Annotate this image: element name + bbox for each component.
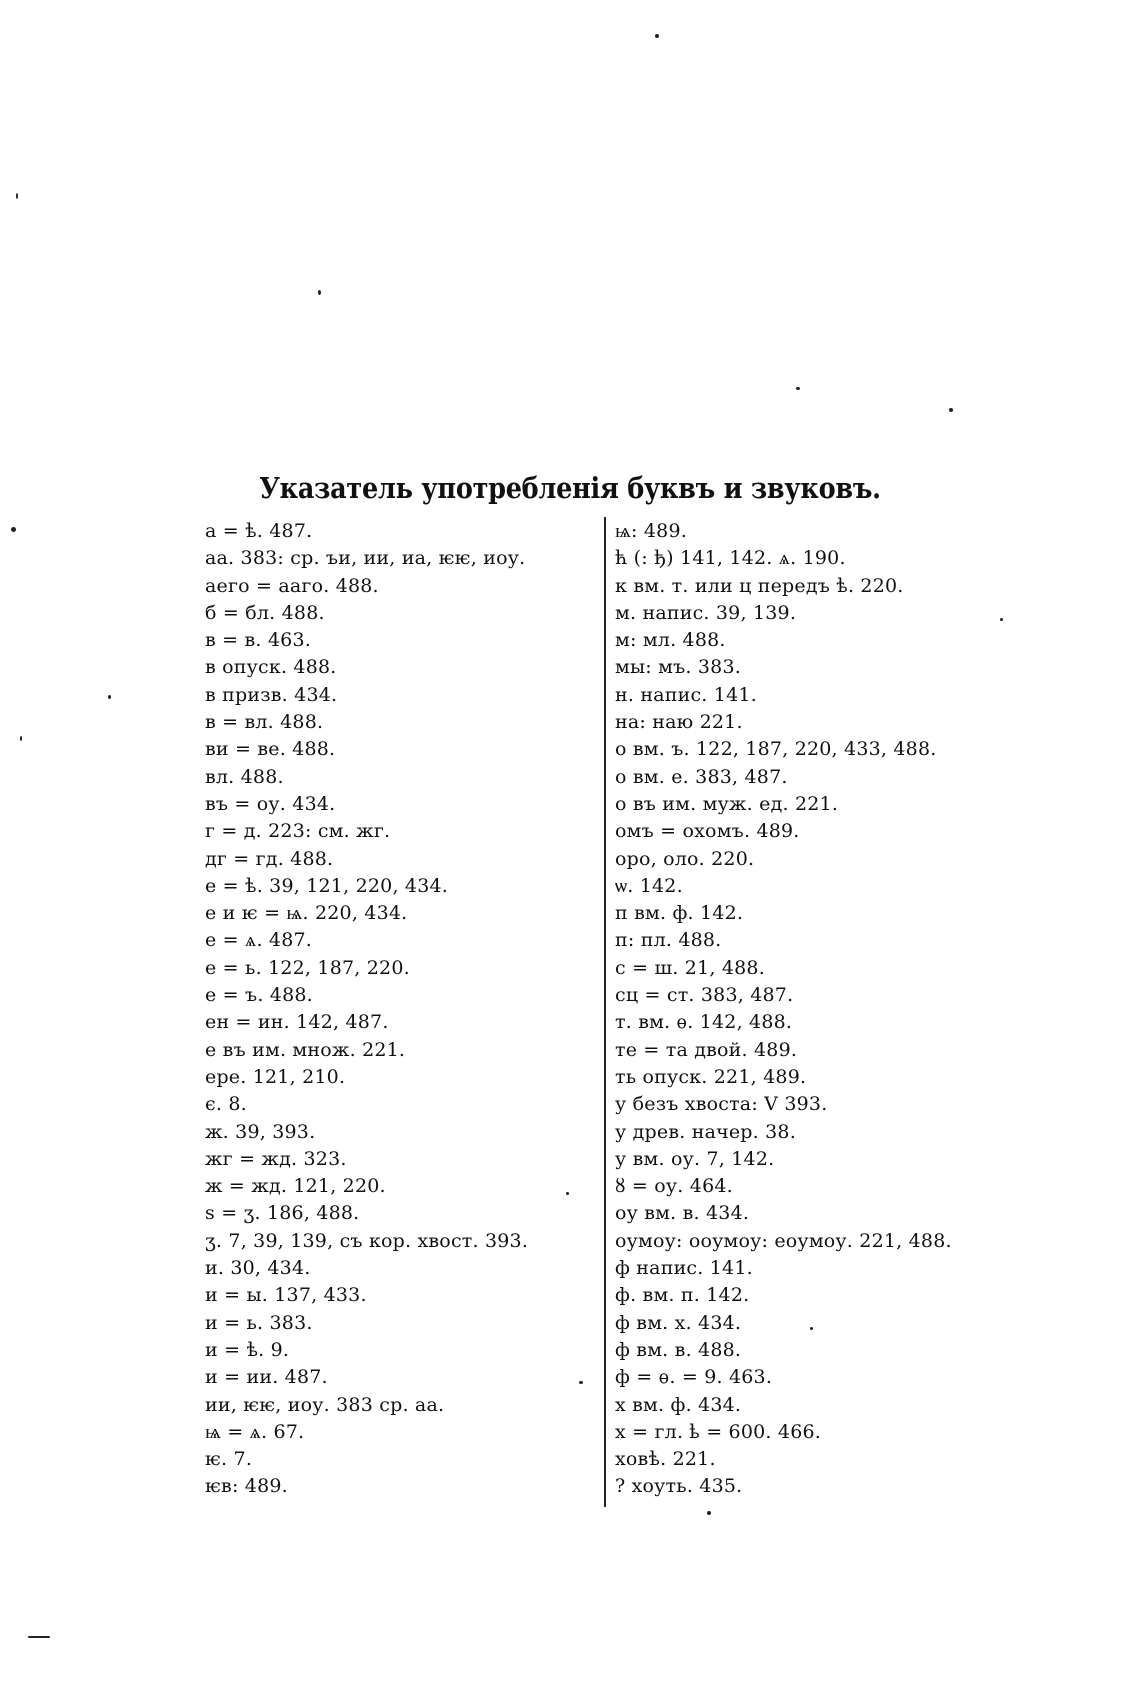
index-entry: аего = ааго. 488. [205, 574, 379, 597]
index-entry: ф вм. в. 488. [615, 1338, 742, 1361]
scan-speck [16, 193, 18, 199]
index-entry: и. 30, 434. [205, 1257, 311, 1280]
index-entry: ӡ. 7, 39, 139, съ кор. хвост. 393. [205, 1229, 529, 1252]
index-entry: ? хоуть. 435. [615, 1475, 743, 1498]
index-entry: у древ. начер. 38. [615, 1120, 796, 1143]
index-entry: е = ь. 122, 187, 220. [205, 956, 410, 979]
index-entry: к вм. т. или ц передъ ѣ. 220. [615, 574, 904, 597]
scan-speck [20, 736, 22, 741]
index-entry: е = ѣ. 39, 121, 220, 434. [205, 874, 449, 897]
index-entry: в = в. 463. [205, 629, 311, 652]
index-entry: о въ им. муж. ед. 221. [615, 792, 839, 815]
index-entry: є. 8. [205, 1093, 247, 1116]
index-entry: ж. 39, 393. [205, 1120, 316, 1143]
index-entry: ѕ = ӡ. 186, 488. [205, 1202, 360, 1225]
index-entry: с = ш. 21, 488. [615, 956, 765, 979]
index-entry: те = та двой. 489. [615, 1038, 798, 1061]
index-entry: ф напис. 141. [615, 1257, 753, 1280]
index-entry: ѩ: 489. [615, 520, 687, 542]
index-entry: х вм. ф. 434. [615, 1393, 742, 1416]
index-entry: жг = жд. 323. [205, 1147, 347, 1170]
index-entry: и = ь. 383. [205, 1311, 313, 1334]
index-entry: у вм. оу. 7, 142. [615, 1147, 775, 1170]
index-entry: м. напис. 39, 139. [615, 601, 797, 624]
index-entry: о вм. е. 383, 487. [615, 765, 788, 788]
index-entry: ѥ. 7. [205, 1448, 253, 1471]
scan-speck [108, 695, 111, 699]
index-entry: е въ им. множ. 221. [205, 1038, 406, 1061]
index-entry: ћ (: ђ) 141, 142. ѧ. 190. [615, 547, 846, 570]
scan-speck [949, 408, 953, 412]
scan-speck [655, 34, 659, 38]
index-entry: н. напис. 141. [615, 683, 757, 706]
right-column [615, 518, 1045, 1501]
index-entry: п вм. ф. 142. [615, 902, 744, 925]
index-entry: и = ии. 487. [205, 1366, 328, 1389]
left-column [205, 518, 605, 1501]
index-entry: в призв. 434. [205, 683, 338, 706]
index-entry: дг = гд. 488. [205, 847, 334, 870]
index-entry: оу вм. в. 434. [615, 1202, 750, 1225]
index-entry: г = д. 223: см. жг. [205, 820, 391, 843]
index-entry: ѩ = ѧ. 67. [205, 1420, 305, 1443]
index-entry: мы: мъ. 383. [615, 656, 741, 679]
index-entry: ен = ин. 142, 487. [205, 1011, 389, 1034]
scan-speck [707, 1511, 711, 1515]
index-entry: м: мл. 488. [615, 629, 726, 652]
index-entry: на: наю 221. [615, 711, 743, 734]
column-divider [604, 517, 606, 1507]
index-entry: ии, ѥѥ, иоу. 383 ср. аа. [205, 1393, 445, 1416]
index-entry: ѡ. 142. [615, 874, 683, 897]
index-entry: о вм. ъ. 122, 187, 220, 433, 488. [615, 738, 937, 761]
index-entry: аа. 383: ср. ъи, ии, иа, ѥѥ, иоу. [205, 547, 526, 570]
index-entry: и = ы. 137, 433. [205, 1284, 367, 1307]
scan-speck [28, 1636, 50, 1638]
index-entry: вл. 488. [205, 765, 284, 788]
index-entry: сц = ст. 383, 487. [615, 984, 794, 1007]
index-entry: ви = ве. 488. [205, 738, 336, 761]
index-entry: е = ѧ. 487. [205, 929, 313, 952]
index-entry: е и ѥ = ѩ. 220, 434. [205, 902, 408, 925]
index-entry: въ = оу. 434. [205, 792, 336, 815]
index-entry: у безъ хвоста: V 393. [615, 1093, 828, 1116]
index-entry: в = вл. 488. [205, 711, 324, 734]
index-entry: ѥв: 489. [205, 1475, 288, 1498]
scan-speck [11, 527, 16, 532]
index-entry: ф вм. х. 434. [615, 1311, 742, 1334]
index-entry: ере. 121, 210. [205, 1065, 346, 1088]
index-entry: х = гл. ҍ = 600. 466. [615, 1420, 822, 1443]
index-entry: омъ = охомъ. 489. [615, 820, 800, 843]
index-entry: т. вм. ѳ. 142, 488. [615, 1011, 793, 1034]
scan-speck [796, 387, 800, 390]
index-entry: ф. вм. п. 142. [615, 1284, 750, 1307]
index-entry: ть опуск. 221, 489. [615, 1065, 807, 1088]
index-entry: п: пл. 488. [615, 929, 722, 952]
index-entry: оро, оло. 220. [615, 847, 755, 870]
scan-speck [318, 290, 321, 295]
page-title: Указатель употребленія буквъ и звуковъ. [259, 471, 881, 506]
index-entry: б = бл. 488. [205, 601, 325, 624]
index-entry: ф = ѳ. = 9. 463. [615, 1366, 773, 1389]
index-entry: е = ъ. 488. [205, 984, 313, 1007]
index-entry: в опуск. 488. [205, 656, 337, 679]
index-entry: а = ѣ. 487. [205, 520, 313, 542]
index-entry: ховѣ. 221. [615, 1448, 716, 1471]
index-entry: ȣ = оу. 464. [615, 1175, 733, 1198]
index-entry: оумоу: ооумоу: еоумоу. 221, 488. [615, 1229, 952, 1252]
index-entry: ж = жд. 121, 220. [205, 1175, 386, 1198]
index-entry: и = ѣ. 9. [205, 1338, 290, 1361]
